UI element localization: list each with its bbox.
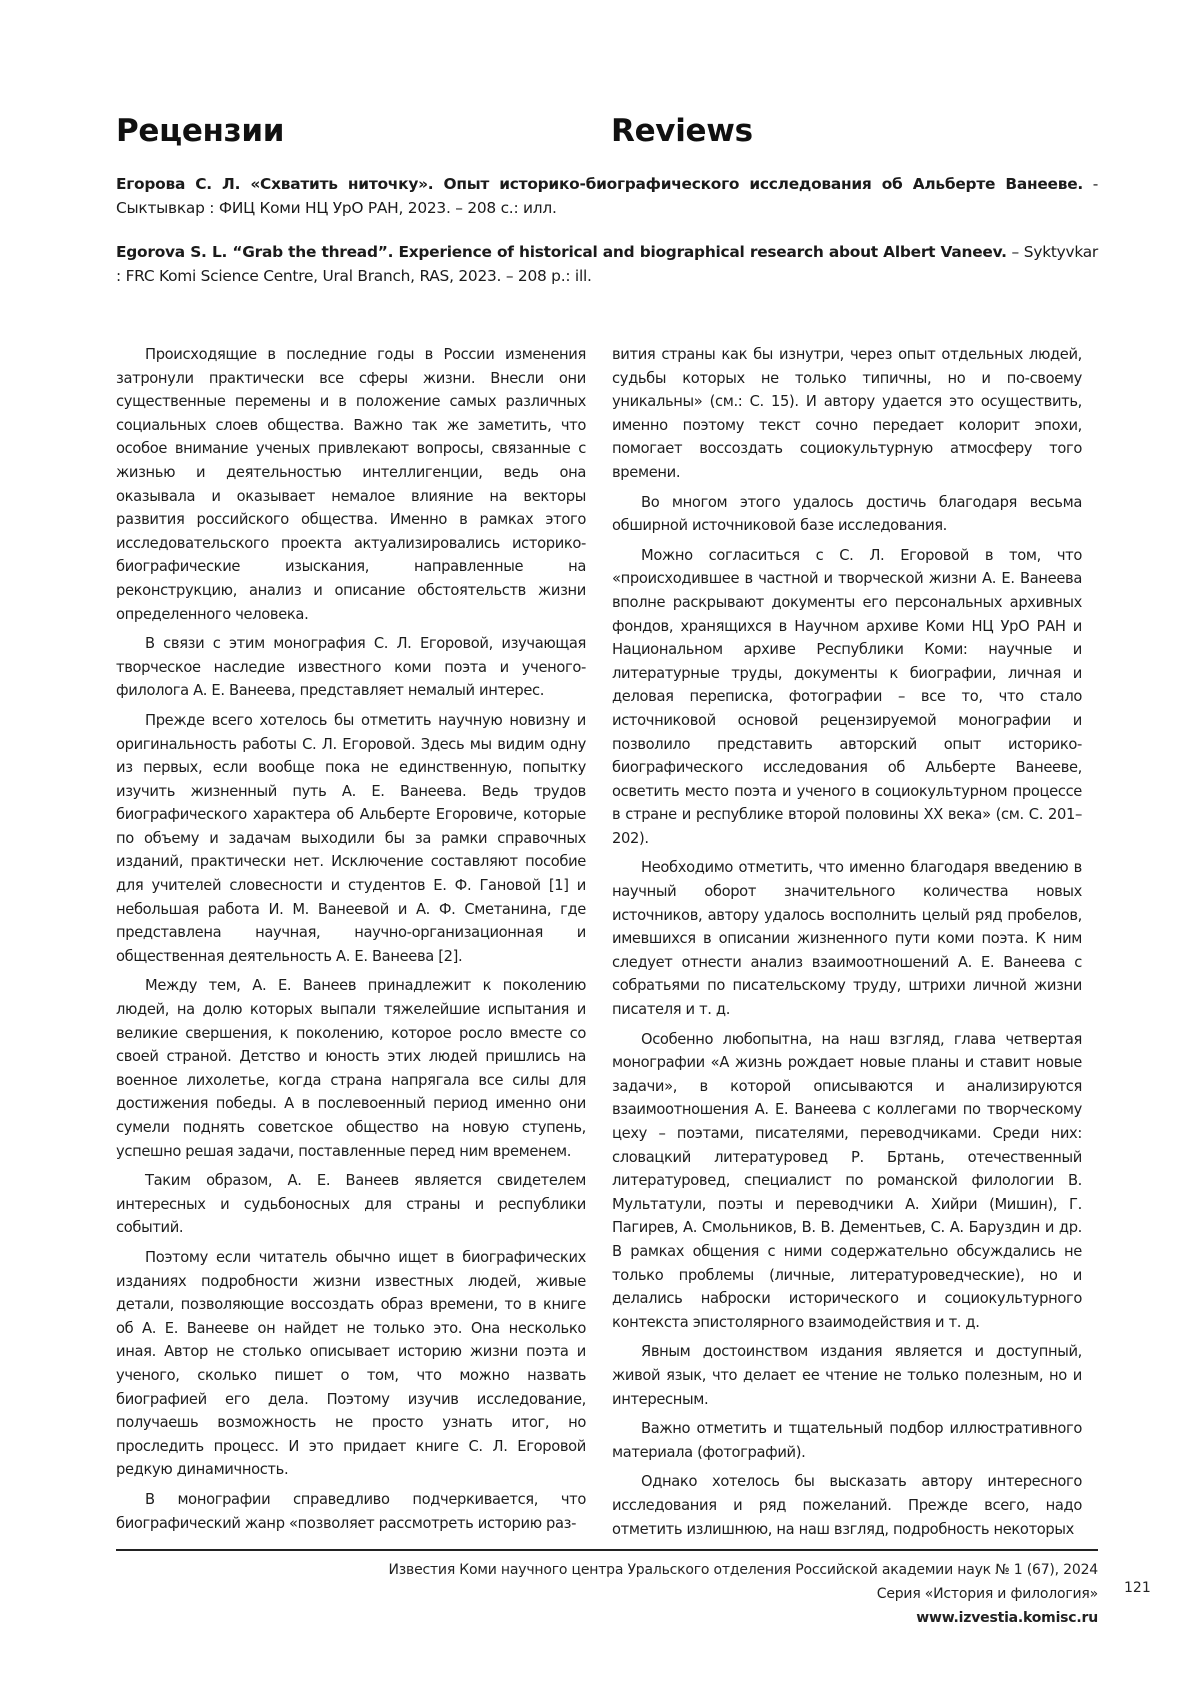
paragraph: Поэтому если читатель обычно ищет в биографических изданиях подробности жизни известных людей, живые детали, позволяющие воссоздать образ времени, то в книге об А. Е. Ванееве он найдет не только это. Она несколько иная. Автор не столько описывает историю жизни поэта и ученого, сколько пишет о том, что можно назвать биографией его дела. Поэтому изучив исследование, получаешь возможность не просто узнать итог, но проследить процесс. И это придает книге С. Л. Егоровой редкую динамичность. bbox=[116, 1248, 586, 1479]
footer-series: Серия «История и филология» bbox=[876, 1586, 1098, 1602]
section-titles bbox=[116, 108, 1096, 154]
footer-website-link[interactable]: www.izvestia.komisc.ru bbox=[916, 1610, 1098, 1626]
section-title-russian: Рецензии bbox=[116, 113, 285, 149]
paragraph: Особенно любопытна, на наш взгляд, глава четвертая монографии «А жизнь рождает новые планы и ставит новые задачи», в которой описываются и анализируются взаимоотношения А. Е. Ванеева с коллегами по творческому цеху – поэтами, писателями, переводчиками. Среди них: словацкий литературовед Р. Бртань, отечественный литературовед, специалист по романской филологии В. Мультатули, поэты и переводчики А. Хийри (Мишин), Г. Пагирев, А. Смольников, В. В. Дементьев, С. А. Баруздин и др. В рамках общения с ними содержательно обсуждались не только проблемы (личные, литературоведческие), но и делались наброски исторического и социокультурного контекста эпистолярного взаимодействия и т. д. bbox=[612, 1030, 1082, 1331]
citation-russian-title: Егорова С. Л. «Схватить ниточку». Опыт историко-биографического исследования об Альберте Ванееве. bbox=[116, 175, 1083, 193]
citation-english-title: Egorova S. L. “Grab the thread”. Experience of historical and biographical research about Albert Vaneev. bbox=[116, 243, 1007, 261]
paragraph: Между тем, А. Е. Ванеев принадлежит к поколению людей, на долю которых выпали тяжелейшие испытания и великие свершения, к поколению, которое росло вместе со своей страной. Детство и юность этих людей пришлись на военное лихолетье, когда страна напрягала все силы для достижения победы. А в послевоенный период именно они сумели поднять советское общество на новую ступень, успешно решая задачи, поставленные перед ним временем. bbox=[116, 977, 586, 1160]
footer-divider bbox=[116, 1549, 1098, 1551]
section-title-english: Reviews bbox=[611, 113, 753, 149]
citation-russian bbox=[116, 172, 1098, 220]
paragraph: Таким образом, А. Е. Ванеев является свидетелем интересных и судьбоносных для страны и республики событий. bbox=[116, 1172, 586, 1237]
page-number: 121 bbox=[1124, 1580, 1151, 1596]
paragraph: Прежде всего хотелось бы отметить научную новизну и оригинальность работы С. Л. Егоровой. Здесь мы видим одну из первых, если вообще пока не единственную, попытку изучить жизненный путь А. Е. Ванеева. Ведь трудов биографического характера об Альберте Егоровиче, которые по объему и задачам выходили бы за рамки справочных изданий, практически нет. Исключение составляют пособие для учителей словесности и студентов Е. Ф. Гановой [1] и небольшая работа И. М. Ванеевой и А. Ф. Сметанина, где представлена научная, научно-организационная и общественная деятельность А. Е. Ванеева [2]. bbox=[116, 711, 586, 965]
text-column-left bbox=[116, 343, 586, 1541]
text-column-right bbox=[612, 343, 1082, 1547]
paragraph: В связи с этим монография С. Л. Егоровой, изучающая творческое наследие известного коми поэта и ученого-филолога А. Е. Ванеева, представляет немалый интерес. bbox=[116, 635, 586, 700]
paragraph: Можно согласиться с С. Л. Егоровой в том, что «происходившее в частной и творческой жизни А. Е. Ванеева вполне раскрывают документы его персональных архивных фондов, хранящихся в Научном архиве Коми НЦ УрО РАН и Национальном архиве Республики Коми: научные и литературные труды, документы к биографии, личная и деловая переписка, фотографии – все то, что стало источниковой основой рецензируемой монографии и позволило представить авторский опыт историко-биографического исследования об Альберте Ванееве, осветить место поэта и ученого в социокультурном процессе в стране и республике второй половины XX века» (см. С. 201–202). bbox=[612, 546, 1082, 847]
paragraph-continued: вития страны как бы изнутри, через опыт отдельных людей, судьбы которых не только типичны, но и по-своему уникальны» (см.: С. 15). И автору удается это осуществить, именно поэтому текст сочно передает колорит эпохи, помогает воссоздать социокультурную атмосферу того времени. bbox=[612, 346, 1082, 481]
footer-journal-title: Известия Коми научного центра Уральского отделения Российской академии наук № 1 (67), 2024 bbox=[388, 1562, 1098, 1578]
citation-russian-imprint: - Сыктывкар : ФИЦ Коми НЦ УрО РАН, 2023. – 208 с.: илл. bbox=[116, 175, 1098, 217]
footer bbox=[389, 1558, 1099, 1630]
paragraph: Необходимо отметить, что именно благодаря введению в научный оборот значительного количества новых источников, автору удалось восполнить целый ряд пробелов, имевшихся в описании жизненного пути коми поэта. К ним следует отнести анализ взаимоотношений А. Е. Ванеева с собратьями по писательскому труду, штрихи личной жизни писателя и т. д. bbox=[612, 859, 1082, 1019]
paragraph: Однако хотелось бы высказать автору интересного исследования и ряд пожеланий. Прежде всего, надо отметить излишнюю, на наш взгляд, подробность некоторых bbox=[612, 1473, 1082, 1538]
paragraph: Происходящие в последние годы в России изменения затронули практически все сферы жизни. Внесли они существенные перемены и в положение самых различных социальных слоев общества. Важно так же заметить, что особое внимание ученых привлекают вопросы, связанные с жизнью и деятельностью интеллигенции, ведь она оказывала и оказывает немалое влияние на векторы развития российского общества. Именно в рамках этого исследовательского проекта актуализировались историко-биографические изыскания, направленные на реконструкцию, анализ и описание обстоятельств жизни определенного человека. bbox=[116, 346, 586, 623]
paragraph: Явным достоинством издания является и доступный, живой язык, что делает ее чтение не только полезным, но и интересным. bbox=[612, 1343, 1082, 1408]
paragraph: Важно отметить и тщательный подбор иллюстративного материала (фотографий). bbox=[612, 1420, 1082, 1461]
citation-english-imprint: – Syktyvkar : FRC Komi Science Centre, Ural Branch, RAS, 2023. – 208 p.: ill. bbox=[116, 243, 1099, 285]
paragraph: Во многом этого удалось достичь благодаря весьма обширной источниковой базе исследования. bbox=[612, 493, 1082, 535]
citation-english bbox=[116, 240, 1098, 288]
paragraph: В монографии справедливо подчеркивается, что биографический жанр «позволяет рассмотреть историю раз- bbox=[116, 1490, 586, 1532]
